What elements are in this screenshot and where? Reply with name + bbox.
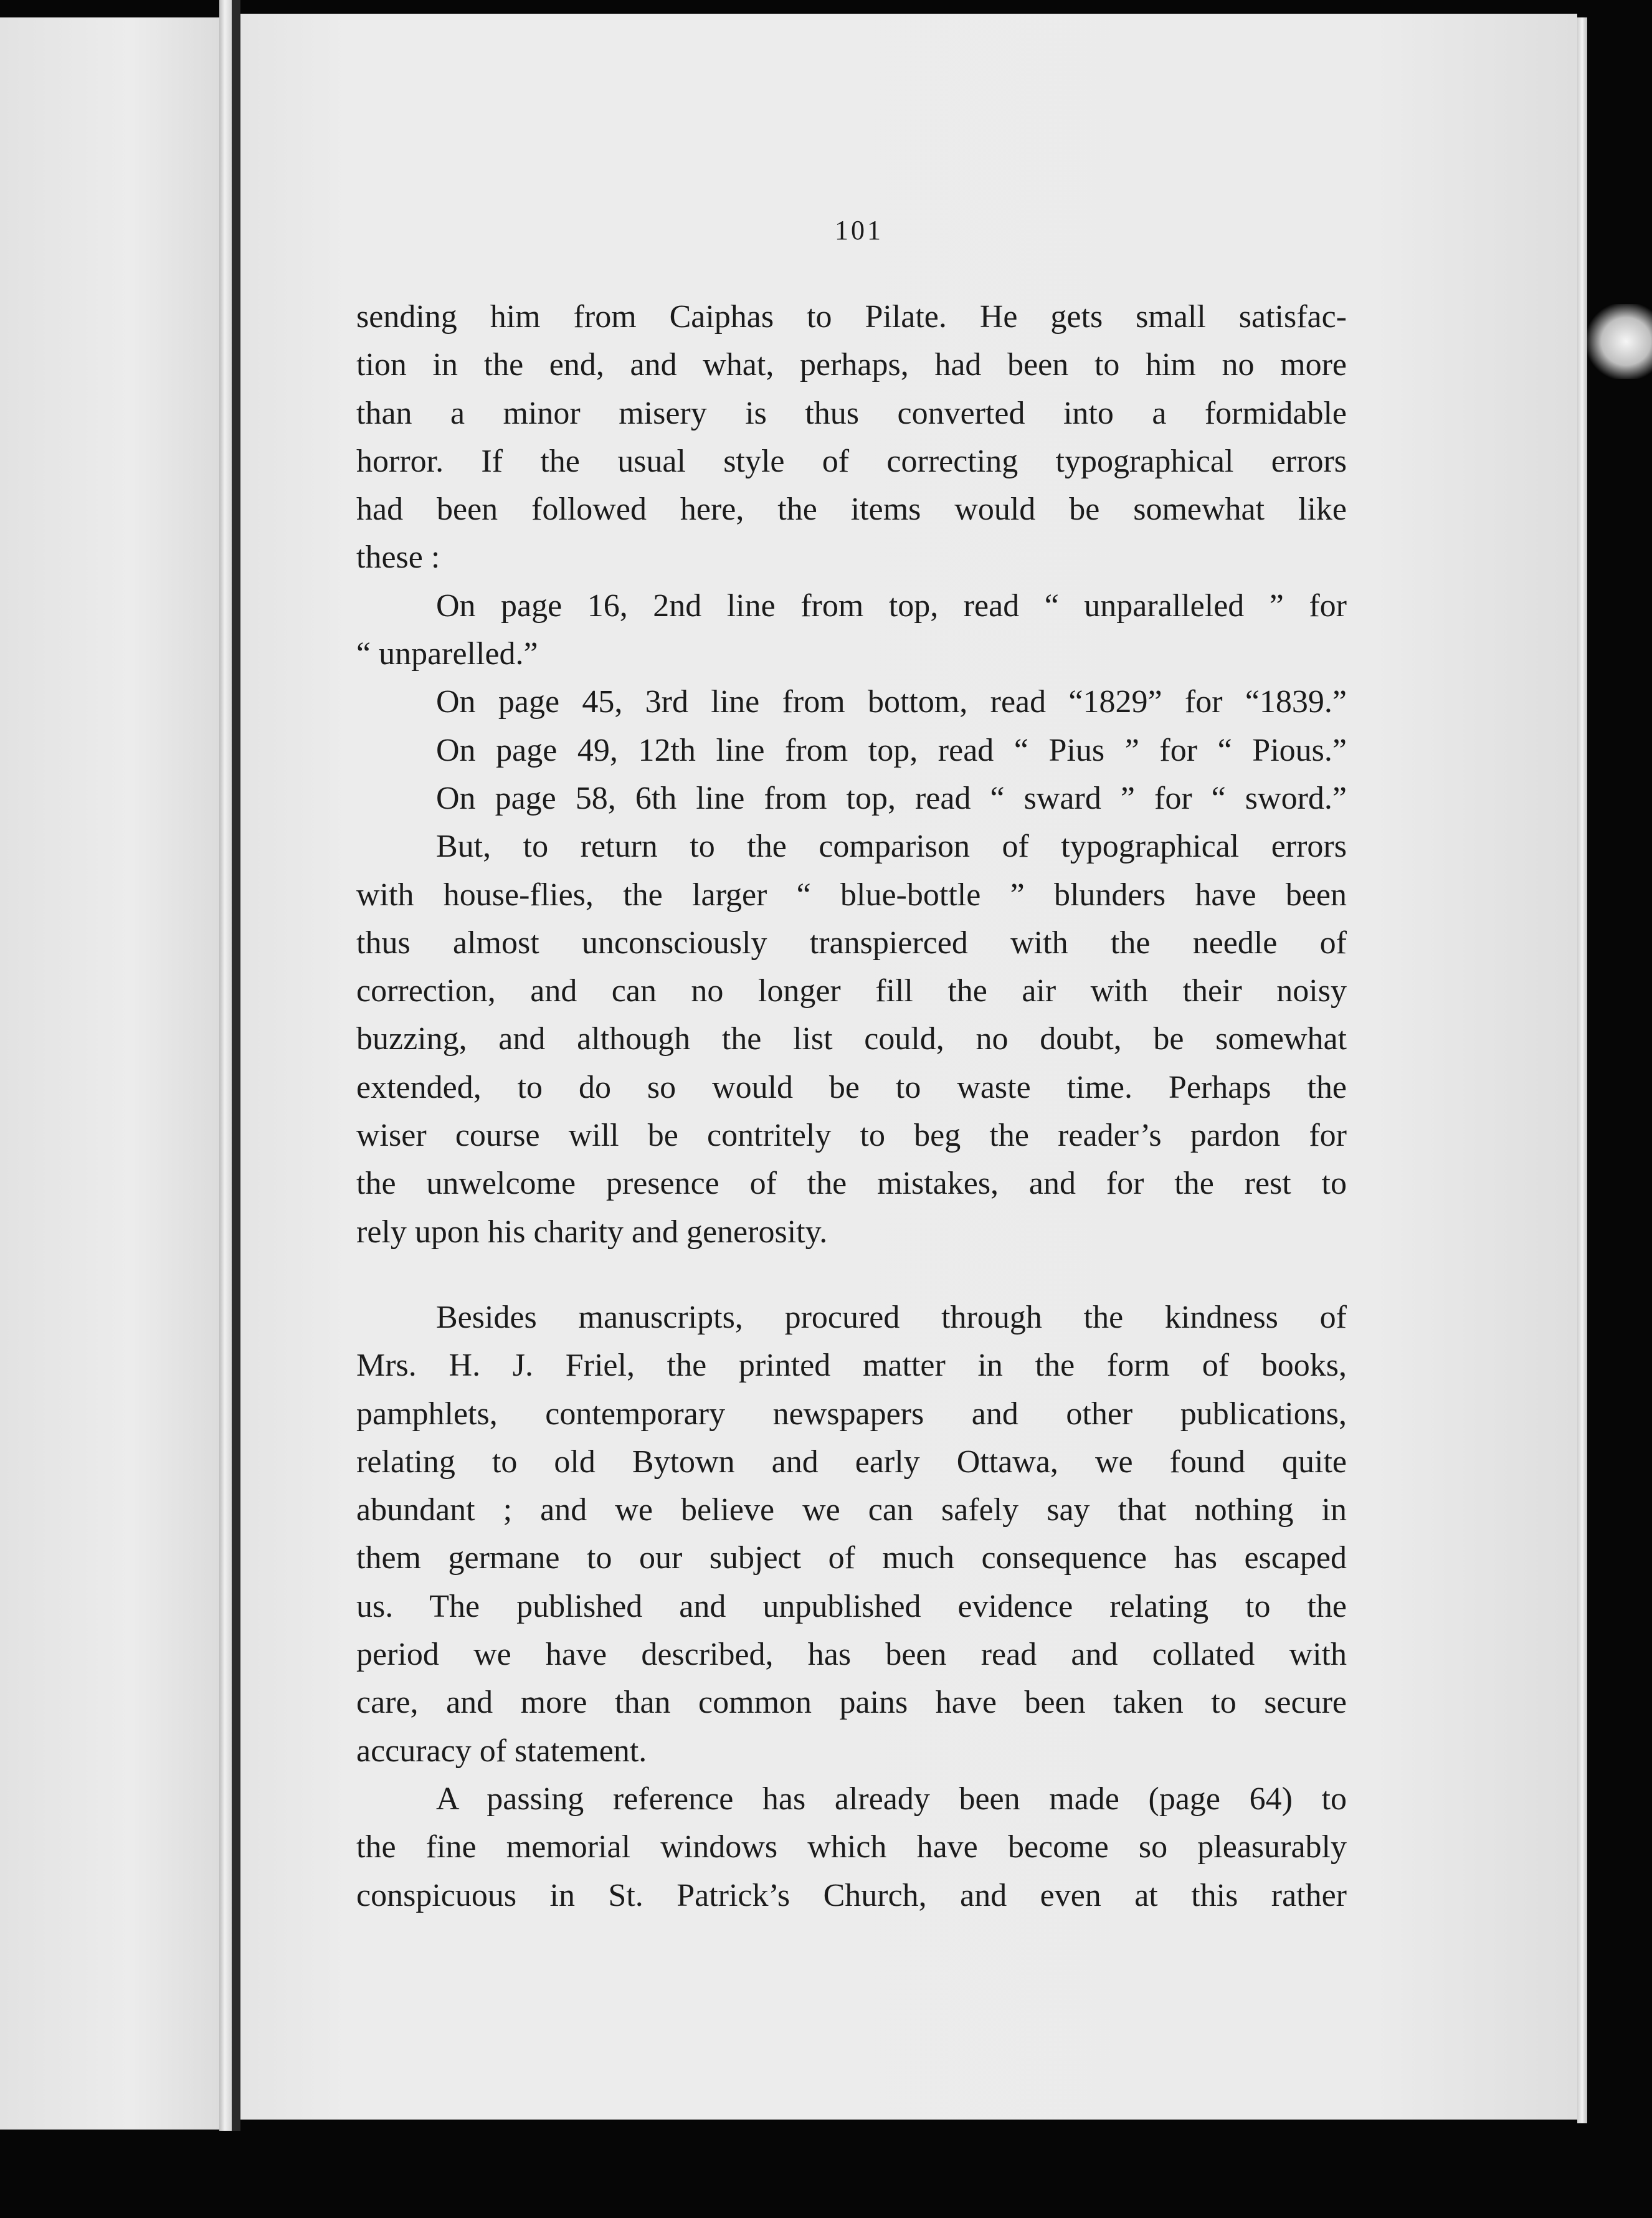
- book-gutter: [232, 0, 240, 2131]
- text-line: care, and more than common pains have been taken to secure: [356, 1685, 1347, 1721]
- text-line: had been followed here, the items would be somewhat like: [356, 492, 1347, 528]
- text-line: rely upon his charity and generosity.: [356, 1214, 828, 1250]
- text-line: accuracy of statement.: [356, 1733, 647, 1769]
- text-line: period we have described, has been read and collated with: [356, 1637, 1347, 1673]
- right-page-edge: [1577, 17, 1587, 2123]
- left-blank-page: [0, 17, 219, 2130]
- text-line: these :: [356, 540, 440, 576]
- paragraph-sources: [356, 1293, 1347, 1775]
- text-line: correction, and can no longer fill the air with their noisy: [356, 973, 1347, 1009]
- text-line: the fine memorial windows which have become so pleasurably: [356, 1829, 1347, 1865]
- errata-item: On page 45, 3rd line from bottom, read “1829” for “1839.”: [436, 684, 1347, 720]
- text-line: sending him from Caiphas to Pilate. He gets small satisfac-: [356, 299, 1347, 335]
- errata-list: [356, 582, 1347, 822]
- text-line: Besides manuscripts, procured through the kindness of: [436, 1299, 1347, 1335]
- text-line: pamphlets, contemporary newspapers and other publications,: [356, 1396, 1347, 1432]
- text-line: us. The published and unpublished evidence relating to the: [356, 1588, 1347, 1624]
- text-line: buzzing, and although the list could, no doubt, be somewhat: [356, 1021, 1347, 1057]
- paragraph-errors: [356, 822, 1347, 1256]
- text-line: But, to return to the comparison of typographical errors: [436, 829, 1347, 865]
- section-break: [356, 1256, 1347, 1293]
- errata-item-continued: “ unparelled.”: [356, 636, 538, 672]
- page-text: [356, 199, 1347, 1920]
- text-line: the unwelcome presence of the mistakes, and for the rest to: [356, 1166, 1347, 1202]
- text-line: extended, to do so would be to waste time. Perhaps the: [356, 1069, 1347, 1105]
- text-line: A passing reference has already been made (page 64) to: [436, 1781, 1347, 1817]
- errata-item: On page 16, 2nd line from top, read “ unparalleled ” for: [436, 588, 1347, 624]
- text-line: relating to old Bytown and early Ottawa, we found quite: [356, 1444, 1347, 1480]
- page-number: 101: [835, 215, 883, 245]
- text-line: with house-flies, the larger “ blue-bottle ” blunders have been: [356, 877, 1347, 913]
- errata-item: On page 58, 6th line from top, read “ sward ” for “ sword.”: [436, 780, 1347, 816]
- text-line: conspicuous in St. Patrick’s Church, and even at this rather: [356, 1877, 1347, 1913]
- left-page-edge: [219, 0, 233, 2131]
- scan-glare-mark: [1587, 304, 1652, 379]
- text-line: horror. If the usual style of correcting typographical errors: [356, 443, 1347, 479]
- text-line: tion in the end, and what, perhaps, had been to him no more: [356, 347, 1347, 383]
- text-line: wiser course will be contritely to beg the reader’s pardon for: [356, 1118, 1347, 1154]
- text-line: them germane to our subject of much consequence has escaped: [356, 1540, 1347, 1576]
- paragraph-continued: [356, 293, 1347, 582]
- text-line: than a minor misery is thus converted into a formidable: [356, 395, 1347, 431]
- errata-item: On page 49, 12th line from top, read “ Pius ” for “ Pious.”: [436, 732, 1347, 768]
- text-line: abundant ; and we believe we can safely say that nothing in: [356, 1492, 1347, 1528]
- paragraph-windows: [356, 1775, 1347, 1920]
- text-line: Mrs. H. J. Friel, the printed matter in the form of books,: [356, 1348, 1347, 1384]
- text-line: thus almost unconsciously transpierced with the needle of: [356, 925, 1347, 961]
